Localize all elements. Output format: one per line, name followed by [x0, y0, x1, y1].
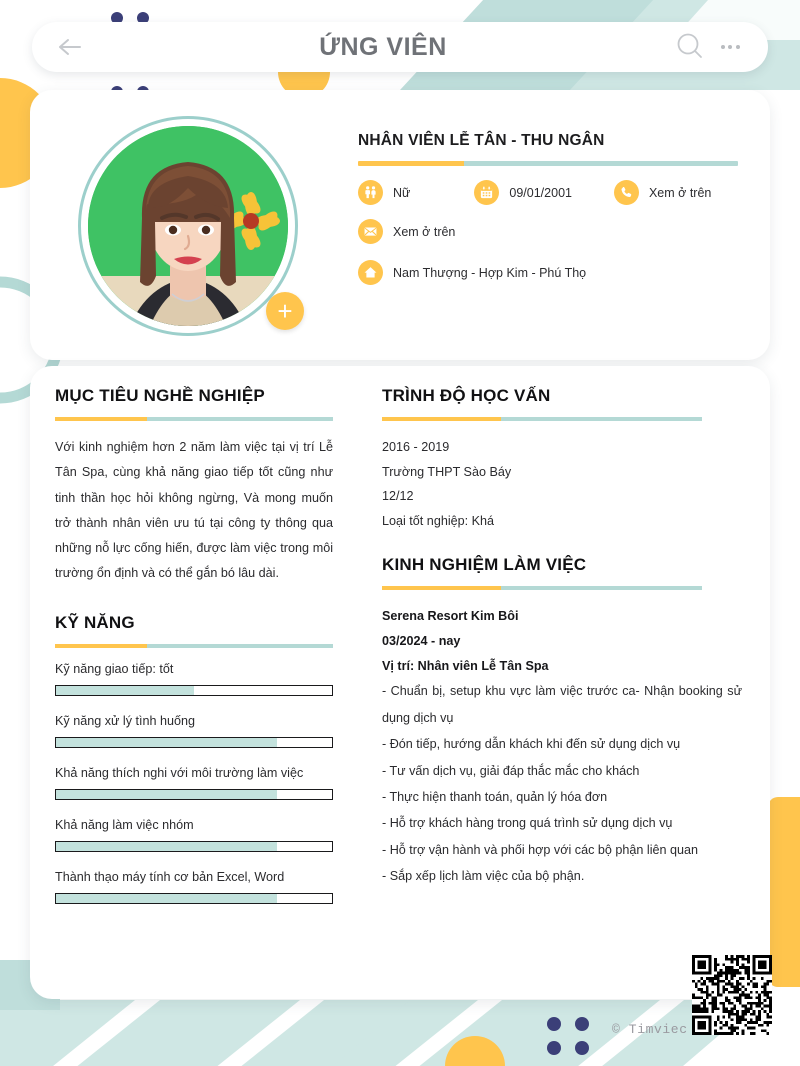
- skill-progress-fill: [56, 738, 277, 747]
- education-section: [382, 386, 742, 533]
- back-button[interactable]: [54, 32, 94, 62]
- search-button[interactable]: [672, 29, 708, 65]
- skill-progress-fill: [56, 686, 194, 695]
- contact-gender[interactable]: [358, 180, 410, 205]
- more-horizontal-icon: [728, 45, 732, 49]
- skill-progress-bar: [55, 685, 333, 696]
- watermark: © Timviec: [612, 1022, 688, 1037]
- candidate-portrait-icon: [88, 126, 288, 326]
- skill-item: [55, 818, 333, 852]
- divider-base: [147, 644, 333, 648]
- skills-title: KỸ NĂNG: [55, 612, 135, 632]
- contact-phone[interactable]: [614, 180, 711, 205]
- right-column: [382, 386, 742, 890]
- qr-code: [692, 955, 772, 1035]
- divider-base: [501, 586, 703, 590]
- gender-icon: [358, 180, 383, 205]
- experience-bullet: - Sắp xếp lịch làm việc của bộ phận.: [382, 869, 585, 884]
- contact-birthdate[interactable]: [474, 180, 572, 205]
- search-icon: [672, 29, 708, 65]
- home-icon: [358, 260, 383, 285]
- skill-progress-fill: [56, 790, 277, 799]
- skills-section: [55, 613, 333, 904]
- skill-label: Khả năng làm việc nhóm: [55, 817, 194, 832]
- more-horizontal-icon: [736, 45, 740, 49]
- job-title: NHÂN VIÊN LỄ TÂN - THU NGÂN: [358, 132, 605, 149]
- skill-label: Thành thạo máy tính cơ bản Excel, Word: [55, 869, 285, 884]
- calendar-icon: [474, 180, 499, 205]
- title-divider: [358, 161, 738, 166]
- education-line: Loại tốt nghiệp: Khá: [382, 513, 495, 528]
- experience-bullet: - Đón tiếp, hướng dẫn khách khi đến sử dụng dịch vụ: [382, 737, 681, 752]
- skill-progress-bar: [55, 841, 333, 852]
- contact-birthdate-value: 09/01/2001: [509, 185, 572, 200]
- skill-progress-fill: [56, 894, 277, 903]
- skill-label: Khả năng thích nghi với môi trường làm việc: [55, 765, 304, 780]
- phone-icon: [614, 180, 639, 205]
- skill-progress-bar: [55, 789, 333, 800]
- more-horizontal-icon: [721, 45, 725, 49]
- education-divider: [382, 417, 742, 421]
- contact-phone-value: Xem ở trên: [648, 185, 712, 200]
- divider-accent: [55, 417, 147, 421]
- experience-bullet: - Hỗ trợ khách hàng trong quá trình sử dụng dịch vụ: [382, 816, 673, 831]
- avatar-photo: [88, 126, 288, 326]
- avatar[interactable]: [78, 116, 298, 336]
- skills-divider: [55, 644, 333, 648]
- objective-divider: [55, 417, 333, 421]
- experience-bullet: - Thực hiện thanh toán, quản lý hóa đơn: [382, 790, 608, 805]
- divider-base: [147, 417, 333, 421]
- left-column: [55, 386, 333, 922]
- education-line: 12/12: [382, 489, 414, 503]
- skill-progress-bar: [55, 737, 333, 748]
- contact-email-value: Xem ở trên: [393, 224, 456, 239]
- skill-progress-fill: [56, 842, 277, 851]
- profile-headline: [358, 132, 738, 285]
- skill-item: [55, 662, 333, 696]
- page-title: ỨNG VIÊN: [319, 32, 447, 61]
- contact-address-value: Nam Thượng - Hợp Kim - Phú Thọ: [393, 265, 587, 280]
- divider-accent: [382, 417, 501, 421]
- objective-section: [55, 386, 333, 587]
- email-icon: [358, 219, 383, 244]
- skill-label: Kỹ năng xử lý tình huống: [55, 713, 196, 728]
- more-options-button[interactable]: [714, 32, 746, 62]
- divider-base: [464, 161, 738, 166]
- skill-item: [55, 766, 333, 800]
- experience-title: KINH NGHIỆM LÀM VIỆC: [382, 555, 587, 574]
- contact-gender-value: Nữ: [393, 185, 411, 200]
- skill-progress-bar: [55, 893, 333, 904]
- contact-email[interactable]: [358, 219, 455, 244]
- contact-row-email: [358, 219, 738, 244]
- contact-address[interactable]: [358, 260, 586, 285]
- contact-row-primary: [358, 180, 738, 205]
- experience-period: 03/2024 - nay: [382, 633, 461, 648]
- app-bar: [32, 22, 768, 72]
- education-line: 2016 - 2019: [382, 440, 450, 454]
- experience-divider: [382, 586, 742, 590]
- divider-accent: [55, 644, 147, 648]
- experience-bullet: - Tư vấn dịch vụ, giải đáp thắc mắc cho khách: [382, 763, 640, 778]
- orange-bar-right: [768, 797, 800, 987]
- education-line: Trường THPT Sào Báy: [382, 464, 512, 479]
- divider-accent: [382, 586, 501, 590]
- add-avatar-button[interactable]: +: [266, 292, 304, 330]
- divider-accent: [358, 161, 464, 166]
- arrow-left-icon: [54, 32, 94, 62]
- experience-section: [382, 555, 742, 890]
- objective-title: MỤC TIÊU NGHỀ NGHIỆP: [55, 386, 265, 405]
- experience-company: Serena Resort Kim Bôi: [382, 609, 519, 623]
- experience-bullet: - Hỗ trợ vận hành và phối hợp với các bộ phận liên quan: [382, 842, 699, 857]
- divider-base: [501, 417, 703, 421]
- skill-item: [55, 714, 333, 748]
- education-lines: [382, 435, 742, 533]
- experience-bullet: - Chuẩn bị, setup khu vực làm việc trước ca- Nhận booking sử dụng dịch vụ: [382, 684, 742, 725]
- skills-list: [55, 662, 333, 904]
- experience-position: Vị trí: Nhân viên Lễ Tân Spa: [382, 658, 549, 673]
- experience-bullets: [382, 678, 742, 889]
- objective-text: Với kinh nghiệm hơn 2 năm làm việc tại vị trí Lễ Tân Spa, cùng khả năng giao tiếp tốt cũng như tinh thần học hỏi không ngừng, Và mong muốn trở thành nhân viên ưu tú tại công ty thông qua những nỗ lực cống hiến, được làm việc trong môi trường ổn định và có thể gắn bó lâu dài.: [55, 440, 333, 581]
- education-title: TRÌNH ĐỘ HỌC VẤN: [382, 386, 551, 405]
- contact-row-address: [358, 260, 738, 285]
- skill-label: Kỹ năng giao tiếp: tốt: [55, 661, 174, 676]
- skill-item: [55, 870, 333, 904]
